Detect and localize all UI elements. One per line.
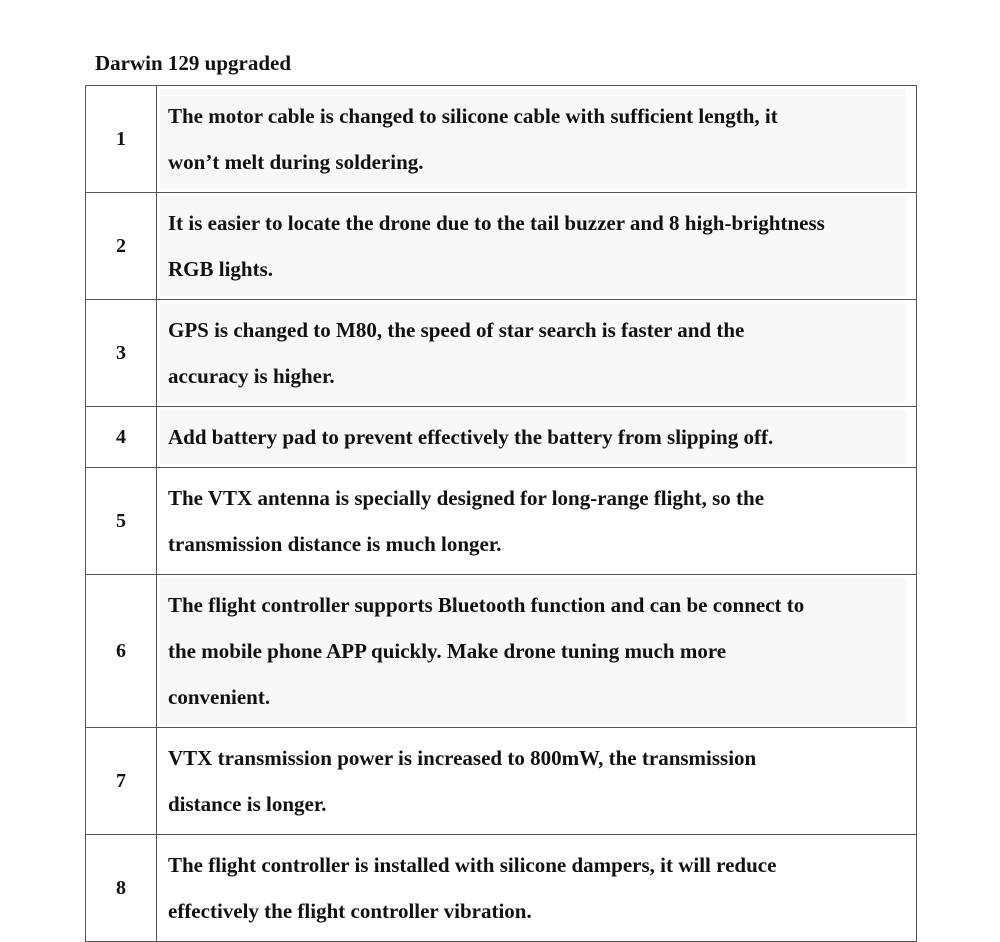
document-title: Darwin 129 upgraded: [95, 51, 292, 75]
description-line: distance is longer.: [168, 792, 327, 816]
row-description: [157, 86, 917, 193]
row-description: [157, 407, 917, 468]
description-block: [160, 838, 906, 938]
table-row: [86, 300, 917, 407]
table-row: [86, 193, 917, 300]
description-block: [160, 471, 906, 571]
description-line: the mobile phone APP quickly. Make drone tuning much more: [168, 639, 727, 663]
row-number: 1: [86, 86, 157, 193]
description-line: RGB lights.: [168, 257, 274, 281]
row-description: [157, 300, 917, 407]
description-line: effectively the flight controller vibration.: [168, 899, 532, 923]
row-number: 8: [86, 835, 157, 942]
row-number: 5: [86, 468, 157, 575]
row-number: 7: [86, 728, 157, 835]
row-number: 4: [86, 407, 157, 468]
description-block: [160, 196, 906, 296]
row-number: 6: [86, 575, 157, 728]
description-line: won’t melt during soldering.: [168, 150, 424, 174]
description-block: [160, 578, 906, 724]
description-block: [160, 410, 906, 464]
description-line: The motor cable is changed to silicone cable with sufficient length, it: [168, 104, 778, 128]
table-row: [86, 575, 917, 728]
row-description: [157, 835, 917, 942]
description-line: The VTX antenna is specially designed for long-range flight, so the: [168, 486, 765, 510]
row-description: [157, 728, 917, 835]
description-block: [160, 731, 906, 831]
row-description: [157, 575, 917, 728]
description-line: convenient.: [168, 685, 271, 709]
description-line: accuracy is higher.: [168, 364, 335, 388]
description-line: VTX transmission power is increased to 800mW, the transmission: [168, 746, 757, 770]
description-line: Add battery pad to prevent effectively the battery from slipping off.: [168, 425, 774, 449]
table-row: [86, 407, 917, 468]
row-number: 3: [86, 300, 157, 407]
description-line: GPS is changed to M80, the speed of star search is faster and the: [168, 318, 745, 342]
description-line: The flight controller supports Bluetooth function and can be connect to: [168, 593, 805, 617]
description-line: transmission distance is much longer.: [168, 532, 502, 556]
upgrade-table: [85, 85, 917, 942]
table-row: [86, 728, 917, 835]
description-line: The flight controller is installed with silicone dampers, it will reduce: [168, 853, 777, 877]
table-row: [86, 835, 917, 942]
row-description: [157, 193, 917, 300]
table-row: [86, 468, 917, 575]
description-line: It is easier to locate the drone due to the tail buzzer and 8 high-brightness: [168, 211, 825, 235]
description-block: [160, 89, 906, 189]
description-block: [160, 303, 906, 403]
row-number: 2: [86, 193, 157, 300]
row-description: [157, 468, 917, 575]
table-row: [86, 86, 917, 193]
